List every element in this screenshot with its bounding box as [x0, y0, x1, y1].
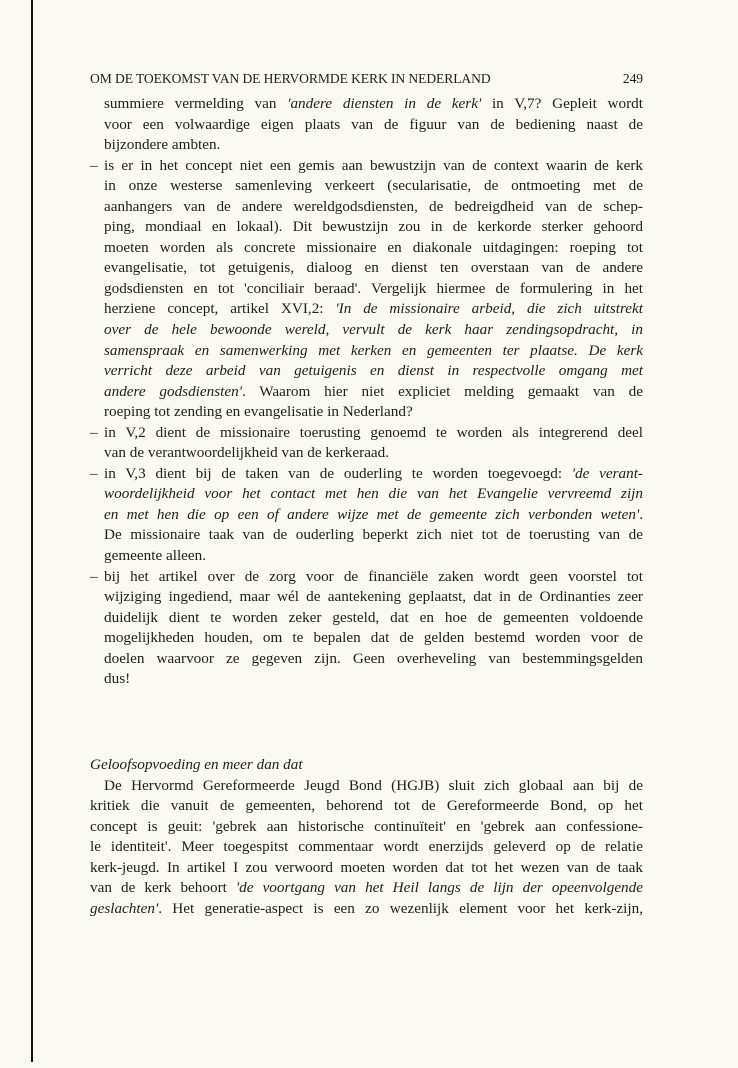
text-line: [90, 567, 643, 588]
text-line: [90, 238, 643, 259]
italic-quote: over de hele bewoonde wereld, vervult de kerk haar zendingsopdracht, in: [104, 321, 643, 339]
text-line: [90, 94, 643, 115]
text-run: roeping tot zending en evangelisatie in Nederland?: [104, 403, 413, 421]
text-line: [90, 464, 643, 485]
text-line: [90, 525, 643, 546]
text-run: moeten worden als concrete missionaire en diakonale uitdagingen: roeping tot: [104, 238, 643, 256]
text-run: duidelijk dient te worden zeker gesteld, dat en hoe de gemeenten voldoende: [104, 608, 643, 626]
comment-list: [90, 94, 643, 690]
italic-quote: 'de verant-: [571, 464, 643, 482]
italic-quote: geslachten': [90, 899, 159, 917]
text-run: in V,7? Gepleit wordt: [481, 95, 643, 112]
page-number: 249: [622, 71, 643, 86]
text-line: [90, 341, 643, 362]
text-run: le identiteit'. Meer toegespitst commentaar wordt enerzijds geleverd op de relatie: [90, 838, 643, 856]
text-run: dus!: [104, 670, 131, 688]
text-run: van de kerk behoort: [90, 879, 236, 897]
italic-quote: andere godsdiensten': [104, 382, 242, 400]
text-line: [90, 796, 643, 817]
italic-quote: verricht deze arbeid van getuigenis en dienst in respectvolle omgang met: [104, 362, 643, 380]
text-line: [90, 382, 643, 403]
list-item: [90, 464, 643, 567]
running-header: [90, 71, 643, 87]
text-line: [90, 546, 643, 567]
page-binding-edge: [31, 0, 33, 1062]
text-run: aanhangers van de andere wereldgodsdiensten, de bedreigdheid van de schep-: [104, 197, 643, 215]
text-line: [90, 443, 643, 464]
text-run: De Hervormd Gereformeerde Jeugd Bond (HGJB) sluit zich globaal aan bij de: [104, 776, 643, 794]
text-line: [90, 279, 643, 300]
text-line: [90, 649, 643, 670]
text-run: van de verantwoordelijkheid van de kerkeraad.: [104, 444, 390, 462]
section-geloofsopvoeding: [90, 755, 643, 919]
text-run: kritiek die vanuit de gemeenten, behorend tot de Gereformeerde Bond, op het: [90, 797, 643, 815]
text-run: voor een volwaardige eigen plaats van de figuur van de bediening naast de: [104, 115, 643, 133]
text-run: in V,2 dient de missionaire toerusting genoemd te worden als integrerend deel: [104, 423, 643, 441]
italic-quote: 'In de missionaire arbeid, die zich uitstrekt: [335, 300, 643, 318]
list-item: [90, 423, 643, 464]
text-run: De missionaire taak van de ouderling beperkt zich niet tot de toerusting van de: [104, 526, 643, 544]
section-body: [90, 776, 643, 920]
text-run: wijziging ingediend, maar wél de aantekening geplaatst, dat in de Ordinanties zeer: [104, 588, 643, 606]
list-item: [90, 94, 643, 156]
list-dash: –: [90, 156, 98, 174]
list-dash: –: [90, 464, 98, 482]
text-line: [90, 484, 643, 505]
text-line: [90, 878, 643, 899]
list-dash: –: [90, 567, 98, 585]
text-line: [90, 299, 643, 320]
text-line: [90, 669, 643, 690]
text-line: [90, 505, 643, 526]
text-run: godsdiensten en tot 'conciliair beraad'. Vergelijk hiermee de formulering in het: [104, 279, 643, 297]
text-line: [90, 197, 643, 218]
text-run: gemeente alleen.: [104, 547, 207, 565]
italic-quote: samenspraak en samenwerking met kerken en gemeenten ter plaatse. De kerk: [104, 341, 643, 359]
text-run: is er in het concept niet een gemis aan bewustzijn van de context waarin de kerk: [104, 156, 643, 174]
text-run: evangelisatie, tot getuigenis, dialoog en dienst ten overstaan van de andere: [104, 259, 643, 277]
text-line: [90, 587, 643, 608]
text-run: mogelijkheden houden, om te bepalen dat de gelden bestemd worden voor de: [104, 629, 643, 647]
text-run: bijzondere ambten.: [104, 136, 221, 154]
text-run: . Het generatie-aspect is een zo wezenlijk element voor het kerk-zijn,: [158, 899, 643, 917]
text-run: in V,3 dient bij de taken van de ouderling te worden toegevoegd:: [104, 464, 572, 482]
text-line: [90, 423, 643, 444]
text-line: [90, 115, 643, 136]
text-line: [90, 858, 643, 879]
text-line: [90, 361, 643, 382]
text-line: [90, 320, 643, 341]
text-run: concept is geuit: 'gebrek aan historische continuïteit' en 'gebrek aan confessione-: [90, 817, 643, 835]
text-line: [90, 176, 643, 197]
text-run: ping, mondiaal en lokaal). Dit bewustzijn zou in de kerkorde sterker gehoord: [104, 218, 643, 236]
text-run: . Waarom hier niet expliciet melding gemaakt van de: [241, 382, 643, 400]
text-run: .: [639, 505, 643, 523]
list-dash: –: [90, 423, 98, 441]
italic-quote: 'de voortgang van het Heil langs de lijn der opeenvolgende: [235, 879, 643, 897]
text-line: [90, 135, 643, 156]
text-run: in onze westerse samenleving verkeert (secularisatie, de ontmoeting met de: [104, 177, 643, 195]
italic-quote: 'andere diensten in de kerk': [287, 95, 482, 112]
section-heading: Geloofsopvoeding en meer dan dat: [90, 756, 303, 773]
running-title: OM DE TOEKOMST VAN DE HERVORMDE KERK IN NEDERLAND: [90, 71, 491, 86]
italic-quote: woordelijkheid voor het contact met hen die van het Evangelie vervreemd zijn: [104, 485, 643, 503]
text-run: bij het artikel over de zorg voor de financiële zaken wordt geen voorstel tot: [104, 567, 643, 585]
text-line: [90, 402, 643, 423]
text-line: [90, 156, 643, 177]
text-line: [90, 899, 643, 920]
text-line: [90, 217, 643, 238]
text-run: summiere vermelding van: [104, 95, 288, 112]
text-run: herziene concept, artikel XVI,2:: [104, 300, 336, 318]
text-run: kerk-jeugd. In artikel I zou verwoord moeten worden dat tot het wezen van de taak: [90, 858, 643, 876]
text-line: [90, 608, 643, 629]
text-line: [90, 628, 643, 649]
text-line: [90, 258, 643, 279]
text-line: [90, 837, 643, 858]
text-run: doelen waarvoor ze gegeven zijn. Geen overheveling van bestemmingsgelden: [104, 649, 643, 667]
italic-quote: en met hen die op een of andere wijze met de gemeente zich verbonden weten': [104, 505, 640, 523]
text-line: [90, 776, 643, 797]
list-item: [90, 567, 643, 690]
text-line: [90, 817, 643, 838]
list-item: [90, 156, 643, 423]
